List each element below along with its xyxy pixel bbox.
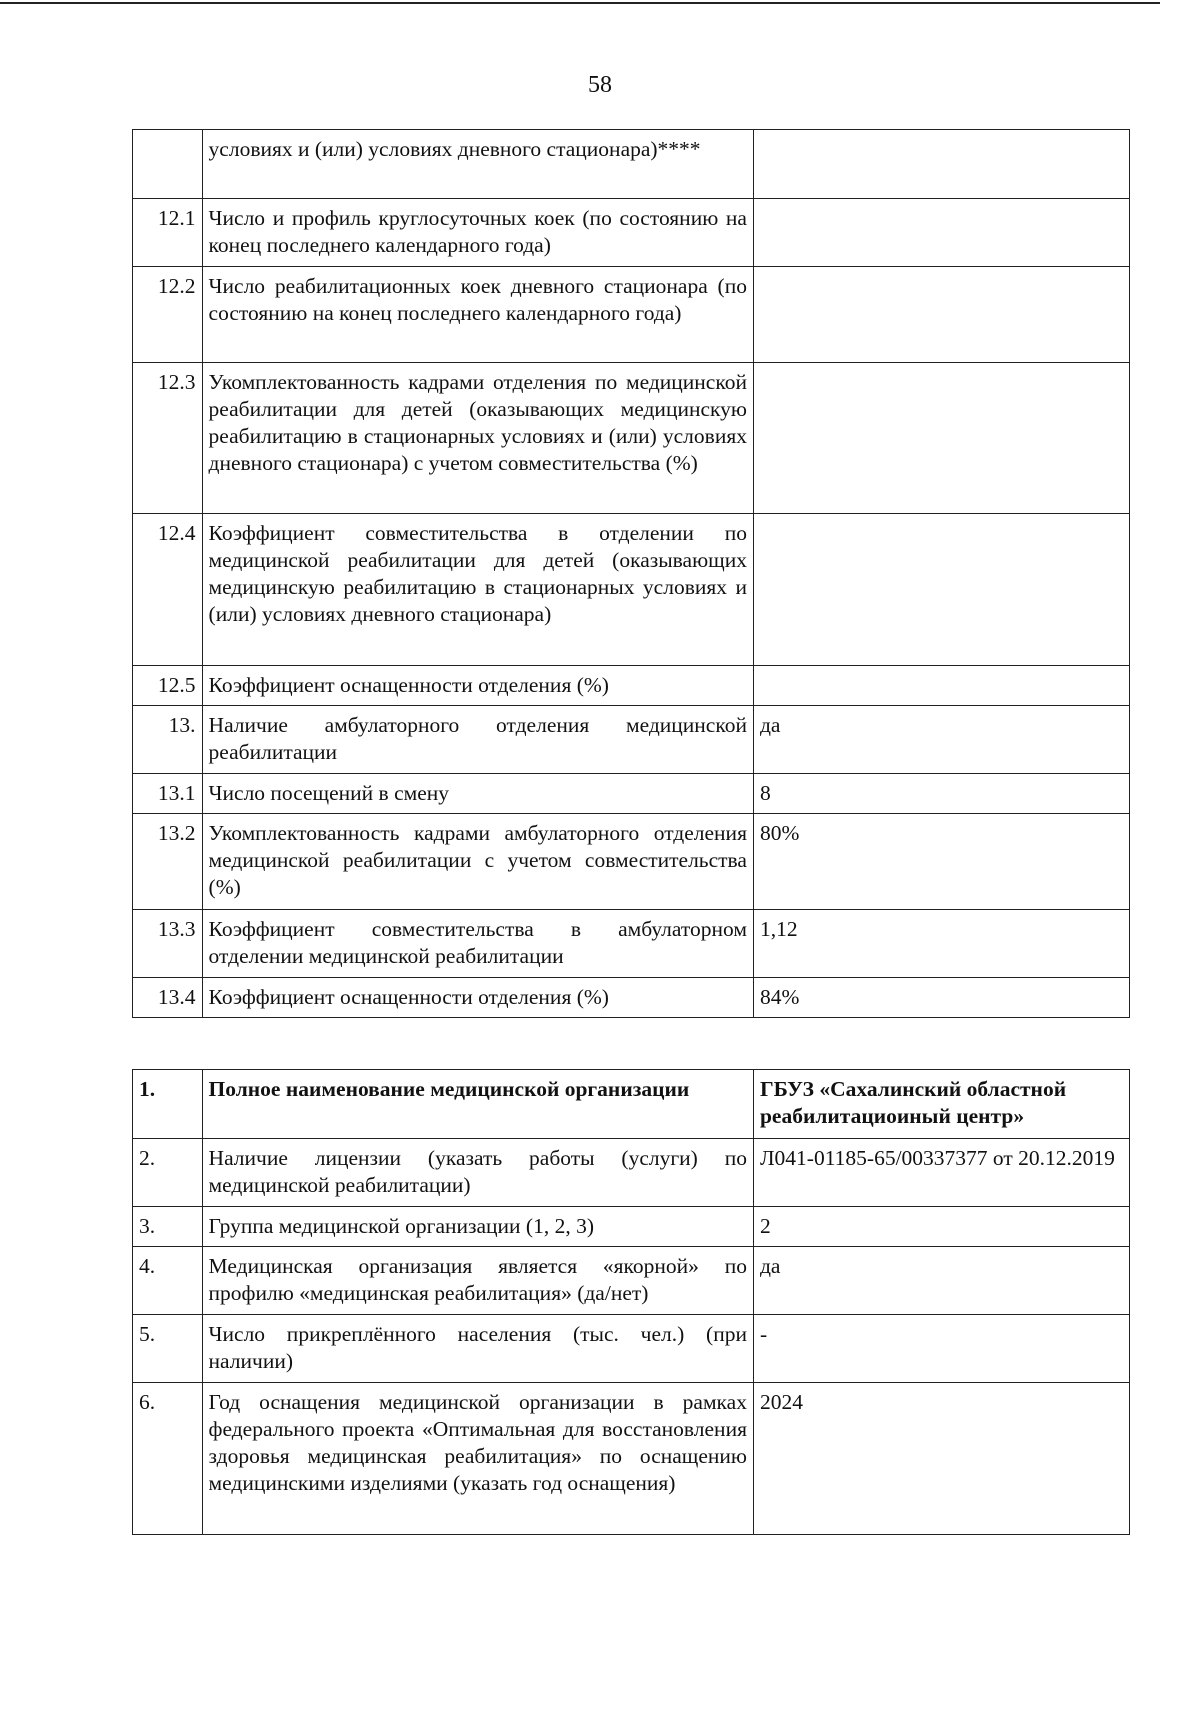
table-row: [133, 706, 1130, 774]
row-name: Медицинская организация является «якорной» по профилю «медицинская реабилитация» (да/нет): [202, 1247, 753, 1315]
row-value: да: [753, 1247, 1129, 1315]
row-name: Укомплектованность кадрами отделения по медицинской реабилитации для детей (оказывающих медицинскую реабилитацию в стационарных условиях и (или) условиях дневного стационара) с учетом совместительства (%): [202, 363, 753, 514]
row-number: 13.3: [133, 910, 203, 978]
table-row: [133, 666, 1130, 706]
table-row: [133, 267, 1130, 363]
organization-info-table: [132, 1069, 1130, 1535]
row-number: 5.: [133, 1315, 203, 1383]
table-row: [133, 199, 1130, 267]
table-row: [133, 514, 1130, 666]
row-value: 2: [753, 1207, 1129, 1247]
row-number: 12.2: [133, 267, 203, 363]
row-value: [753, 666, 1129, 706]
row-name: Укомплектованность кадрами амбулаторного отделения медицинской реабилитации с учетом совместительства (%): [202, 814, 753, 910]
row-name: Группа медицинской организации (1, 2, 3): [202, 1207, 753, 1247]
row-number: 4.: [133, 1247, 203, 1315]
table-row: [133, 774, 1130, 814]
row-name: Число посещений в смену: [202, 774, 753, 814]
row-name: Коэффициент оснащенности отделения (%): [202, 666, 753, 706]
row-value: 80%: [753, 814, 1129, 910]
rehab-indicators-table: [132, 129, 1130, 1018]
row-value: Л041-01185-65/00337377 от 20.12.2019: [753, 1139, 1129, 1207]
row-value: [753, 199, 1129, 267]
row-number: [133, 130, 203, 199]
row-value: [753, 267, 1129, 363]
row-name: Коэффициент совместительства в отделении по медицинской реабилитации для детей (оказывающих медицинскую реабилитацию в стационарных условиях и (или) условиях дневного стационара): [202, 514, 753, 666]
row-name: Наличие лицензии (указать работы (услуги) по медицинской реабилитации): [202, 1139, 753, 1207]
table-row: [133, 814, 1130, 910]
top-rule: [0, 2, 1160, 4]
row-number: 13.2: [133, 814, 203, 910]
row-number: 12.3: [133, 363, 203, 514]
row-value: [753, 130, 1129, 199]
table-row: [133, 1207, 1130, 1247]
table-row: [133, 910, 1130, 978]
row-number: 6.: [133, 1383, 203, 1535]
row-name: Коэффициент оснащенности отделения (%): [202, 978, 753, 1018]
row-number: 12.1: [133, 199, 203, 267]
row-name: Коэффициент совместительства в амбулаторном отделении медицинской реабилитации: [202, 910, 753, 978]
row-number: 1.: [133, 1070, 203, 1139]
row-value: -: [753, 1315, 1129, 1383]
table-row: [133, 1247, 1130, 1315]
page-number: 58: [588, 72, 612, 98]
row-number: 2.: [133, 1139, 203, 1207]
row-value: 1,12: [753, 910, 1129, 978]
row-value: да: [753, 706, 1129, 774]
row-name: Год оснащения медицинской организации в рамках федерального проекта «Оптимальная для восстановления здоровья медицинская реабилитация» по оснащению медицинскими изделиями (указать год оснащения): [202, 1383, 753, 1535]
row-name: Полное наименование медицинской организации: [202, 1070, 753, 1139]
row-name: Число реабилитационных коек дневного стационара (по состоянию на конец последнего календарного года): [202, 267, 753, 363]
table-row: [133, 363, 1130, 514]
table-row: [133, 1315, 1130, 1383]
row-value: [753, 363, 1129, 514]
row-value: 2024: [753, 1383, 1129, 1535]
row-number: 12.5: [133, 666, 203, 706]
row-name: Наличие амбулаторного отделения медицинской реабилитации: [202, 706, 753, 774]
row-name: Число прикреплённого населения (тыс. чел.) (при наличии): [202, 1315, 753, 1383]
row-value: [753, 514, 1129, 666]
row-number: 13.4: [133, 978, 203, 1018]
table-row: [133, 1139, 1130, 1207]
row-name: условиях и (или) условиях дневного стационара)****: [202, 130, 753, 199]
row-number: 3.: [133, 1207, 203, 1247]
row-number: 13.: [133, 706, 203, 774]
row-number: 13.1: [133, 774, 203, 814]
row-value: 8: [753, 774, 1129, 814]
row-number: 12.4: [133, 514, 203, 666]
table-row: [133, 130, 1130, 199]
table-row: [133, 978, 1130, 1018]
row-value: ГБУЗ «Сахалинский областной реабилитациоиный центр»: [753, 1070, 1129, 1139]
row-value: 84%: [753, 978, 1129, 1018]
table-row: [133, 1070, 1130, 1139]
table-row: [133, 1383, 1130, 1535]
row-name: Число и профиль круглосуточных коек (по состоянию на конец последнего календарного года): [202, 199, 753, 267]
